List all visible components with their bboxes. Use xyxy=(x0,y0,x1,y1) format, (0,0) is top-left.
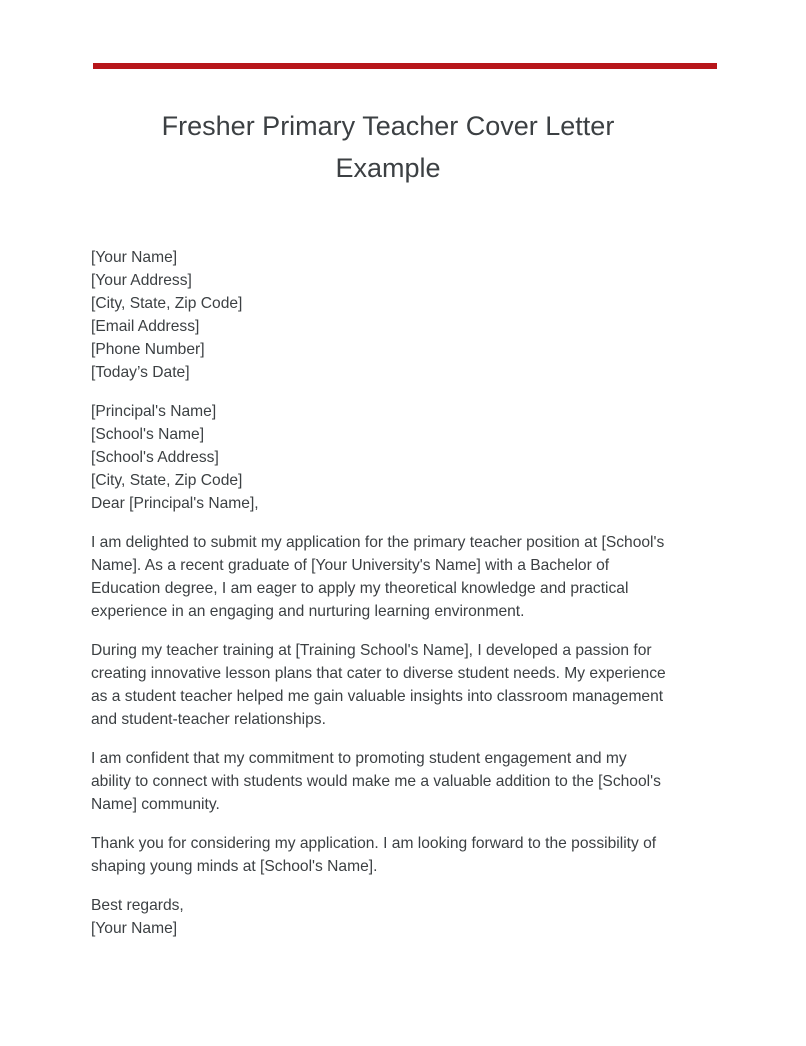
recipient-line: [School's Address] xyxy=(91,449,219,466)
body-paragraph xyxy=(91,832,691,878)
body-paragraph xyxy=(91,531,691,623)
signature-name: [Your Name] xyxy=(91,920,178,937)
paragraph-line: experience in an engaging and nurturing learning environment. xyxy=(91,603,525,620)
recipient-line: [School's Name] xyxy=(91,426,205,443)
paragraph-line: During my teacher training at [Training School's Name], I developed a passion for xyxy=(91,642,652,659)
paragraph-line: I am delighted to submit my application for the primary teacher position at [School's xyxy=(91,534,665,551)
paragraph-line: Name] community. xyxy=(91,796,220,813)
paragraph-line: ability to connect with students would make me a valuable addition to the [School's xyxy=(91,773,661,790)
closing-line: Best regards, xyxy=(91,897,184,914)
sender-line: [Your Name] xyxy=(91,249,178,266)
closing-block xyxy=(91,894,691,940)
page-title xyxy=(93,105,683,189)
title-line: Example xyxy=(335,153,441,183)
paragraph-line: Education degree, I am eager to apply my theoretical knowledge and practical xyxy=(91,580,629,597)
top-accent-rule xyxy=(93,63,717,69)
paragraph-line: and student-teacher relationships. xyxy=(91,711,326,728)
sender-line: [Today’s Date] xyxy=(91,364,190,381)
recipient-line: [Principal's Name] xyxy=(91,403,217,420)
sender-line: [Your Address] xyxy=(91,272,192,289)
recipient-line: [City, State, Zip Code] xyxy=(91,472,243,489)
paragraph-line: shaping young minds at [School's Name]. xyxy=(91,858,378,875)
title-line: Fresher Primary Teacher Cover Letter xyxy=(161,111,615,141)
sender-line: [Phone Number] xyxy=(91,341,205,358)
sender-line: [City, State, Zip Code] xyxy=(91,295,243,312)
letter-body xyxy=(91,246,691,956)
sender-line: [Email Address] xyxy=(91,318,200,335)
sender-block xyxy=(91,246,691,384)
paragraph-line: Thank you for considering my application. I am looking forward to the possibility of xyxy=(91,835,657,852)
paragraph-line: Name]. As a recent graduate of [Your University's Name] with a Bachelor of xyxy=(91,557,610,574)
paragraph-line: creating innovative lesson plans that cater to diverse student needs. My experience xyxy=(91,665,666,682)
salutation: Dear [Principal's Name], xyxy=(91,495,259,512)
body-paragraph xyxy=(91,747,691,816)
body-paragraph xyxy=(91,639,691,731)
recipient-block xyxy=(91,400,691,515)
paragraph-line: I am confident that my commitment to promoting student engagement and my xyxy=(91,750,627,767)
paragraph-line: as a student teacher helped me gain valuable insights into classroom management xyxy=(91,688,664,705)
